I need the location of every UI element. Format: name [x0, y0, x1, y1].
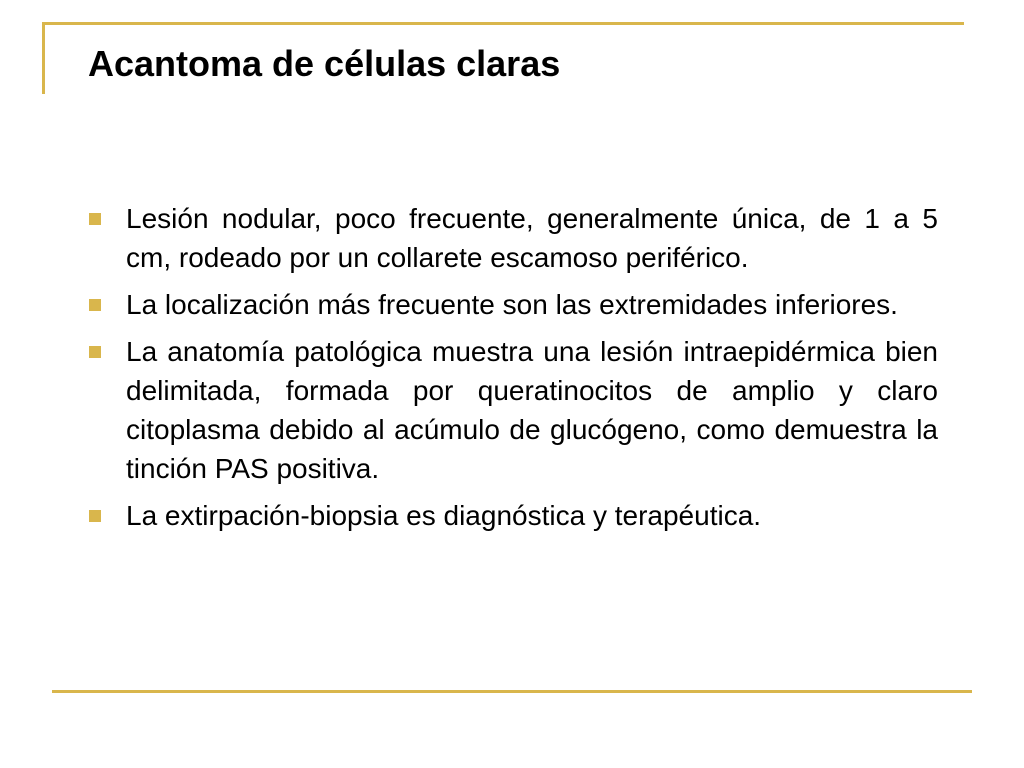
square-bullet-icon [89, 299, 101, 311]
bullet-text: La localización más frecuente son las extremidades inferiores. [126, 289, 898, 320]
square-bullet-icon [89, 346, 101, 358]
bullet-item [84, 285, 938, 324]
bullet-item [84, 332, 938, 488]
top-border-line [42, 22, 964, 25]
square-bullet-icon [89, 213, 101, 225]
bullet-list [84, 199, 938, 543]
left-border-line [42, 22, 45, 94]
bullet-text: Lesión nodular, poco frecuente, generalmente única, de 1 a 5 cm, rodeado por un collarete escamoso periférico. [126, 203, 938, 273]
slide-title: Acantoma de células claras [88, 43, 561, 84]
bullet-item [84, 496, 938, 535]
bullet-text: La extirpación-biopsia es diagnóstica y terapéutica. [126, 500, 762, 531]
square-bullet-icon [89, 510, 101, 522]
bottom-border-line [52, 690, 972, 693]
bullet-item [84, 199, 938, 277]
bullet-text: La anatomía patológica muestra una lesión intraepidérmica bien delimitada, formada por queratinocitos de amplio y claro citoplasma debido al acúmulo de glucógeno, como demuestra la tinción PAS positiva. [126, 336, 938, 484]
